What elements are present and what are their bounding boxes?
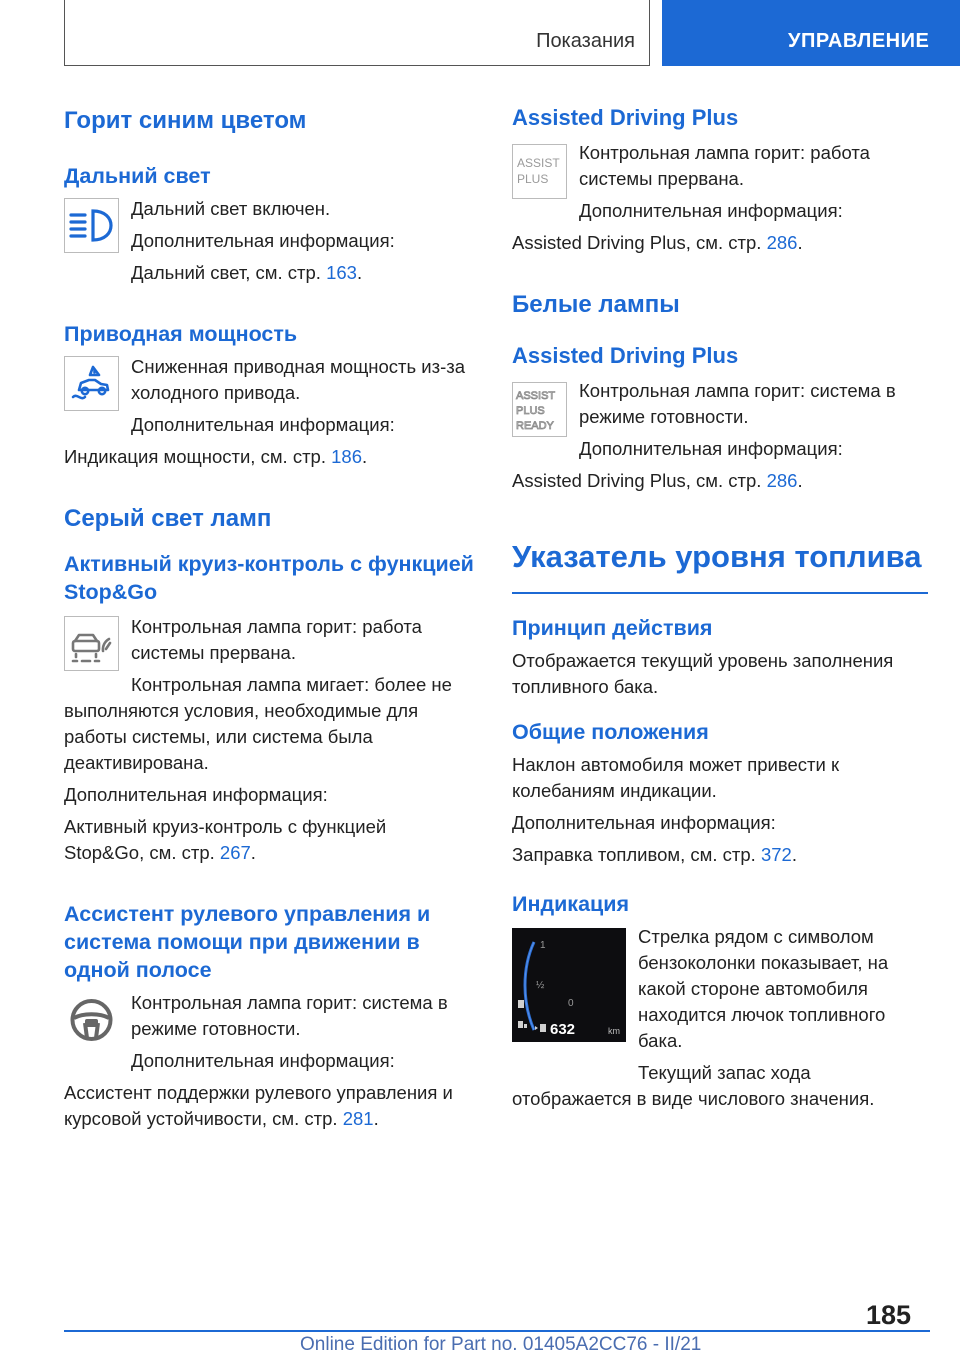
general-ref: Заправка топливом, см. стр. 372. <box>512 844 797 865</box>
svg-text:PLUS: PLUS <box>516 405 545 417</box>
adp-grey-text-2: Дополнительная информация: <box>579 200 843 221</box>
svg-text:km: km <box>608 1026 620 1036</box>
svg-text:1: 1 <box>540 940 546 951</box>
heading-adp-grey: Assisted Driving Plus <box>512 105 739 130</box>
drive-power-text-1: Сниженная приводная мощность из-за холодного привода. <box>131 356 466 403</box>
heading-acc: Активный круиз-контроль с функцией Stop&Go <box>64 552 474 604</box>
svg-text:½: ½ <box>536 980 545 991</box>
heading-lane-assist: Ассистент рулевого управления и система помощи при движении в одной полосе <box>64 902 431 982</box>
high-beam-ref: Дальний свет, см. стр. 163. <box>131 262 363 283</box>
high-beam-text-1: Дальний свет включен. <box>131 198 331 219</box>
adp-grey-text-1: Контрольная лампа горит: работа системы прервана. <box>579 142 870 189</box>
steering-wheel-icon <box>64 992 119 1047</box>
edition-footer: Online Edition for Part no. 01405A2CC76 - II/21 <box>300 1334 702 1355</box>
footer-rule <box>64 1330 930 1332</box>
chapter-tab <box>662 0 960 66</box>
heading-display: Индикация <box>512 892 630 916</box>
svg-text:PLUS: PLUS <box>517 172 549 186</box>
chapter-title: УПРАВЛЕНИЕ <box>788 30 930 52</box>
heading-adp-white: Assisted Driving Plus <box>512 343 739 368</box>
display-text-1: Стрелка рядом с символом бензоколонки показывает, на какой стороне автомобиля находится лючок топливного бака. <box>638 926 889 1051</box>
general-text-1: Наклон автомобиля может привести к колебаниям индикации. <box>512 754 840 801</box>
drive-power-ref: Индикация мощности, см. стр. 186. <box>64 446 368 467</box>
acc-page-link[interactable]: 267 <box>219 842 251 863</box>
drive-power-page-link[interactable]: 186 <box>331 446 363 467</box>
adp-white-text-1: Контрольная лампа горит: система в режиме готовности. <box>579 380 896 427</box>
adp-grey-ref: Assisted Driving Plus, см. стр. 286. <box>512 232 803 253</box>
heading-general: Общие положения <box>512 720 709 744</box>
lane-assist-block <box>64 990 478 1132</box>
high-beam-page-link[interactable]: 163 <box>326 262 357 283</box>
display-block <box>512 924 928 1112</box>
heading-blue-lamps: Горит синим цветом <box>64 107 307 134</box>
high-beam-text-2: Дополнительная информация: <box>131 230 395 251</box>
acc-text-1: Контрольная лампа горит: работа системы прервана. <box>131 616 422 663</box>
lane-assist-text-1: Контрольная лампа горит: система в режиме готовности. <box>131 992 448 1039</box>
adp-white-text-2: Дополнительная информация: <box>579 438 843 459</box>
heading-drive-power: Приводная мощность <box>64 322 298 346</box>
heading-high-beam: Дальний свет <box>64 164 211 188</box>
adp-white-block <box>512 378 928 494</box>
adp-white-page-link[interactable]: 286 <box>766 470 798 491</box>
svg-text:ASSIST: ASSIST <box>516 390 556 402</box>
acc-text-2: Контрольная лампа мигает: более не выполняются условия, необходимые для работы системы, или система была деактивирована. <box>64 674 452 773</box>
lane-assist-ref: Ассистент поддержки рулевого управления и курсовой устойчивости, см. стр. 281. <box>64 1082 453 1129</box>
svg-text:READY: READY <box>516 420 554 432</box>
fuel-gauge-image <box>512 928 626 1042</box>
lane-assist-text-2: Дополнительная информация: <box>131 1050 395 1071</box>
heading-rule <box>512 592 928 594</box>
adp-grey-block <box>512 140 928 256</box>
acc-block <box>64 614 478 866</box>
right-column <box>512 100 928 1112</box>
heading-fuel-gauge: Указатель уровня топлива <box>512 539 922 574</box>
drive-power-text-2: Дополнительная информация: <box>131 414 395 435</box>
left-column <box>64 100 478 1132</box>
acc-text-3: Дополнительная информация: <box>64 784 328 805</box>
adp-grey-page-link[interactable]: 286 <box>766 232 798 253</box>
high-beam-icon <box>64 198 119 253</box>
heading-principle: Принцип действия <box>512 616 713 640</box>
acc-stop-go-icon <box>64 616 119 671</box>
heading-grey-lamps: Серый свет ламп <box>64 505 272 532</box>
page-number: 185 <box>866 1300 912 1330</box>
svg-text:0: 0 <box>568 998 574 1009</box>
section-title: Показания <box>536 30 635 52</box>
reduced-power-icon <box>64 356 119 411</box>
drive-power-block <box>64 354 478 470</box>
adp-white-ref: Assisted Driving Plus, см. стр. 286. <box>512 470 803 491</box>
general-text-2: Дополнительная информация: <box>512 812 776 833</box>
display-text-2: Текущий запас хода отображается в виде числового значения. <box>512 1062 875 1109</box>
general-page-link[interactable]: 372 <box>760 844 792 865</box>
high-beam-block <box>64 196 478 286</box>
principle-text: Отображается текущий уровень заполнения топливного бака. <box>512 650 894 697</box>
svg-text:ASSIST: ASSIST <box>517 156 560 170</box>
header-section-box <box>64 0 650 66</box>
acc-ref: Активный круиз-контроль с функцией Stop&Go, см. стр. 267. <box>64 816 387 863</box>
lane-assist-page-link[interactable]: 281 <box>342 1108 374 1129</box>
assist-plus-icon <box>512 144 567 199</box>
heading-white-lamps: Белые лампы <box>512 291 680 318</box>
assist-plus-ready-icon <box>512 382 567 437</box>
svg-text:632: 632 <box>550 1021 576 1038</box>
